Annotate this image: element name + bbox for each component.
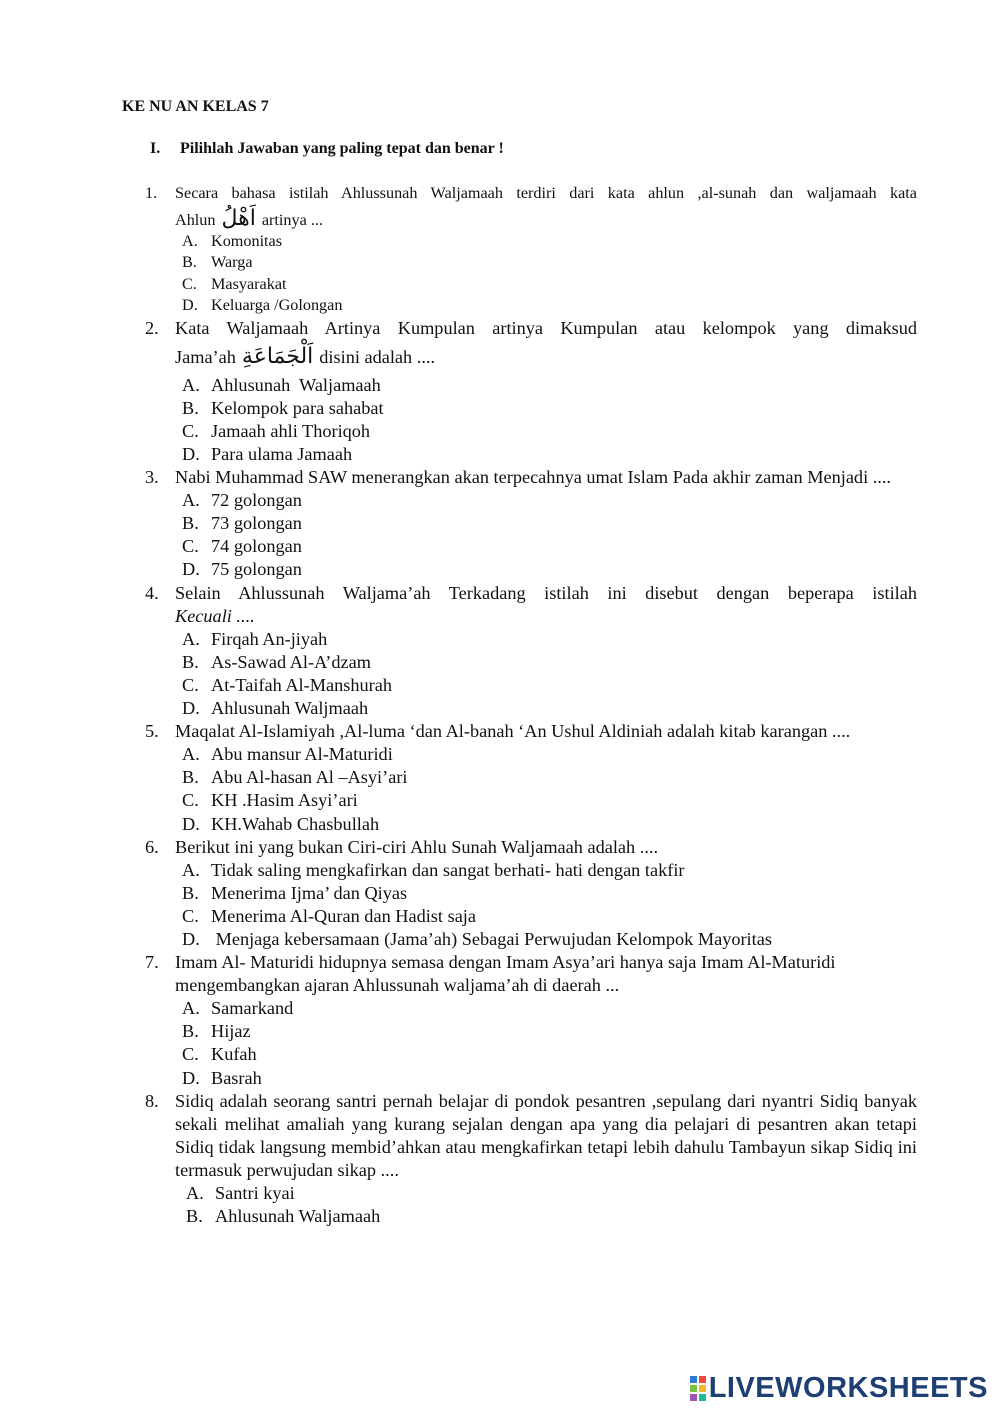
question-number: 7. [145,952,159,973]
option-list [186,1182,917,1228]
liveworksheets-logo [690,1372,988,1405]
option-b[interactable] [182,766,917,789]
option-letter: A. [182,374,200,395]
arabic-term: اَهْلُ [221,206,256,231]
option-letter: D. [182,1067,200,1088]
logo-square [690,1394,697,1401]
question-text [175,582,917,628]
option-text: 72 golongan [211,490,302,511]
option-c[interactable] [182,789,917,812]
option-a[interactable] [182,628,917,651]
question-number: 4. [145,582,159,603]
option-text: Menjaga kebersamaan (Jama’ah) Sebagai Perwujudan Kelompok Mayoritas [211,928,772,949]
option-d[interactable] [182,443,917,466]
option-text: 73 golongan [211,513,302,534]
option-a[interactable] [182,374,917,397]
option-letter: C. [182,674,199,695]
option-text: Kelompok para sahabat [211,397,384,418]
option-letter: B. [182,397,199,418]
option-letter: A. [182,628,200,649]
option-letter: D. [182,296,198,315]
option-text: Basrah [211,1067,262,1088]
option-c[interactable] [182,274,917,295]
option-d[interactable] [182,1067,917,1090]
option-text: Kufah [211,1044,257,1065]
option-text: Santri kyai [215,1183,295,1203]
option-text: Menerima Al-Quran dan Hadist saja [211,905,476,926]
option-letter: C. [182,420,199,441]
question-4 [145,582,917,721]
option-c[interactable] [182,535,917,558]
option-c[interactable] [182,420,917,443]
logo-square [699,1376,706,1383]
option-d[interactable] [182,697,917,720]
option-letter: C. [182,1044,199,1065]
option-a[interactable] [186,1182,917,1205]
option-list [182,743,917,835]
option-text: Warga [211,253,253,272]
option-a[interactable] [182,859,917,882]
logo-square [699,1394,706,1401]
question-7 [145,951,917,1090]
option-text: Keluarga /Golongan [211,296,343,315]
question-number: 6. [145,836,159,857]
question-text-part: Jama’ah [175,346,236,367]
option-text: As-Sawad Al-A’dzam [211,651,371,672]
question-text-part: artinya ... [261,211,323,229]
option-text: Menerima Ijma’ dan Qiyas [211,882,408,903]
option-a[interactable] [182,997,917,1020]
option-list [182,489,917,581]
question-text-part: disini adalah .... [319,346,436,367]
option-b[interactable] [182,252,917,273]
logo-squares-icon [690,1376,706,1401]
option-text: At-Taifah Al-Manshurah [211,674,392,695]
option-letter: A. [182,490,200,511]
option-b[interactable] [182,1020,917,1043]
option-text: KH.Wahab Chasbullah [211,813,380,834]
option-text: Ahlusunah Waljamaah [211,374,381,395]
option-text: Tidak saling mengkafirkan dan sangat berhati- hati dengan takfir [211,859,685,880]
option-letter: B. [182,1021,199,1042]
option-text: Samarkand [211,998,294,1019]
option-letter: D. [182,813,200,834]
option-c[interactable] [182,674,917,697]
logo-square [690,1376,697,1383]
option-text: Ahlusunah Waljamaah [215,1206,381,1227]
question-number: 2. [145,317,159,338]
option-b[interactable] [182,651,917,674]
option-a[interactable] [182,743,917,766]
question-text-part: Secara bahasa istilah Ahlussunah Waljamaah terdiri dari kata ahlun ,al-sunah dan waljamaah kata Ahlun [175,184,917,229]
option-c[interactable] [182,905,917,928]
option-letter: B. [186,1206,203,1227]
option-text: Ahlusunah Waljmaah [211,698,369,719]
question-number: 3. [145,467,159,488]
question-5 [145,720,917,835]
question-2 [145,317,917,466]
option-text: Abu Al-hasan Al –Asyi’ari [211,767,408,788]
option-letter: A. [182,998,200,1019]
arabic-term: اَلْجَمَاعَةِ [241,343,314,369]
option-b[interactable] [182,397,917,420]
option-text: 74 golongan [211,536,302,557]
option-text: Jamaah ahli Thoriqoh [211,420,371,441]
option-letter: A. [182,744,200,765]
option-text: Hijaz [211,1021,251,1042]
page-title: KE NU AN KELAS 7 [122,98,269,115]
option-letter: B. [182,253,197,272]
option-letter: D. [182,698,200,719]
question-text-italic: Kecuali .... [175,605,255,626]
logo-square [690,1385,697,1392]
option-list [182,997,917,1089]
option-letter: D. [182,444,200,464]
option-text: KH .Hasim Asyi’ari [211,790,358,811]
question-text: Berikut ini yang bukan Ciri-ciri Ahlu Sunah Waljamaah adalah .... [175,836,659,857]
question-6 [145,836,917,951]
logo-text: LIVEWORKSHEETS [708,1372,988,1404]
option-a[interactable] [182,489,917,512]
option-letter: B. [182,767,199,788]
question-text-part: Kata Waljamaah Artinya Kumpulan artinya Kumpulan atau kelompok yang dimaksud [175,317,917,338]
question-text: Maqalat Al-Islamiyah ,Al-luma ‘dan Al-banah ‘An Ushul Aldiniah adalah kitab karangan .... [175,721,851,742]
option-text: Komonitas [211,232,283,250]
question-number: 1. [145,184,158,202]
option-letter: A. [182,859,200,880]
option-text: Abu mansur Al-Maturidi [211,744,393,765]
option-b[interactable] [182,882,917,905]
option-d[interactable] [182,928,917,951]
option-letter: D. [182,559,200,580]
option-letter: C. [182,536,199,557]
option-text: Para ulama Jamaah [211,444,353,464]
option-list [182,628,917,720]
question-8 [145,1090,917,1229]
option-letter: B. [182,882,199,903]
question-list [145,180,917,1228]
option-letter: B. [182,513,199,534]
question-text [175,180,917,233]
option-d[interactable] [182,558,917,581]
option-c[interactable] [182,1043,917,1066]
option-text: 75 golongan [211,559,302,580]
option-d[interactable] [182,295,917,316]
question-text-part: Selain Ahlussunah Waljama’ah Terkadang istilah ini disebut dengan beperapa istilah [175,582,917,603]
option-letter: B. [182,651,199,672]
option-letter: A. [182,232,198,250]
option-letter: C. [182,905,199,926]
option-text: Firqah An-jiyah [211,628,328,649]
option-b[interactable] [182,512,917,535]
section-heading [150,140,504,158]
option-letter: A. [186,1183,204,1203]
question-number: 8. [145,1090,159,1111]
question-text: Sidiq adalah seorang santri pernah belajar di pondok pesantren ,sepulang dari nyantri Sidiq banyak sekali melihat amaliah yang kurang sejalan dengan apa yang dia pelajari di pesantren akan tetapi Sidiq tidak langsung membid’ahkan atau mengkafirkan tetapi lebih dahulu Tambayun sikap Sidiq ini termasuk perwujudan sikap .... [175,1090,917,1180]
option-text: Masyarakat [211,274,287,293]
option-d[interactable] [182,813,917,836]
question-text [175,317,917,374]
option-list [182,231,917,317]
question-3 [145,466,917,581]
option-letter: D. [182,928,200,949]
section-title: Pilihlah Jawaban yang paling tepat dan benar ! [180,140,504,157]
logo-square [699,1385,706,1392]
option-list [182,859,917,951]
option-list [182,374,917,466]
option-letter: C. [182,274,197,293]
section-number: I. [150,140,161,157]
question-1 [145,180,917,317]
option-b[interactable] [186,1205,917,1228]
question-text: Imam Al- Maturidi hidupnya semasa dengan Imam Asya’ari hanya saja Imam Al-Maturidi mengembangkan ajaran Ahlussunah waljama’ah di daerah ... [175,952,836,996]
option-letter: C. [182,790,199,811]
question-text: Nabi Muhammad SAW menerangkan akan terpecahnya umat Islam Pada akhir zaman Menjadi .... [175,467,892,488]
option-a[interactable] [182,231,917,252]
question-number: 5. [145,721,159,742]
